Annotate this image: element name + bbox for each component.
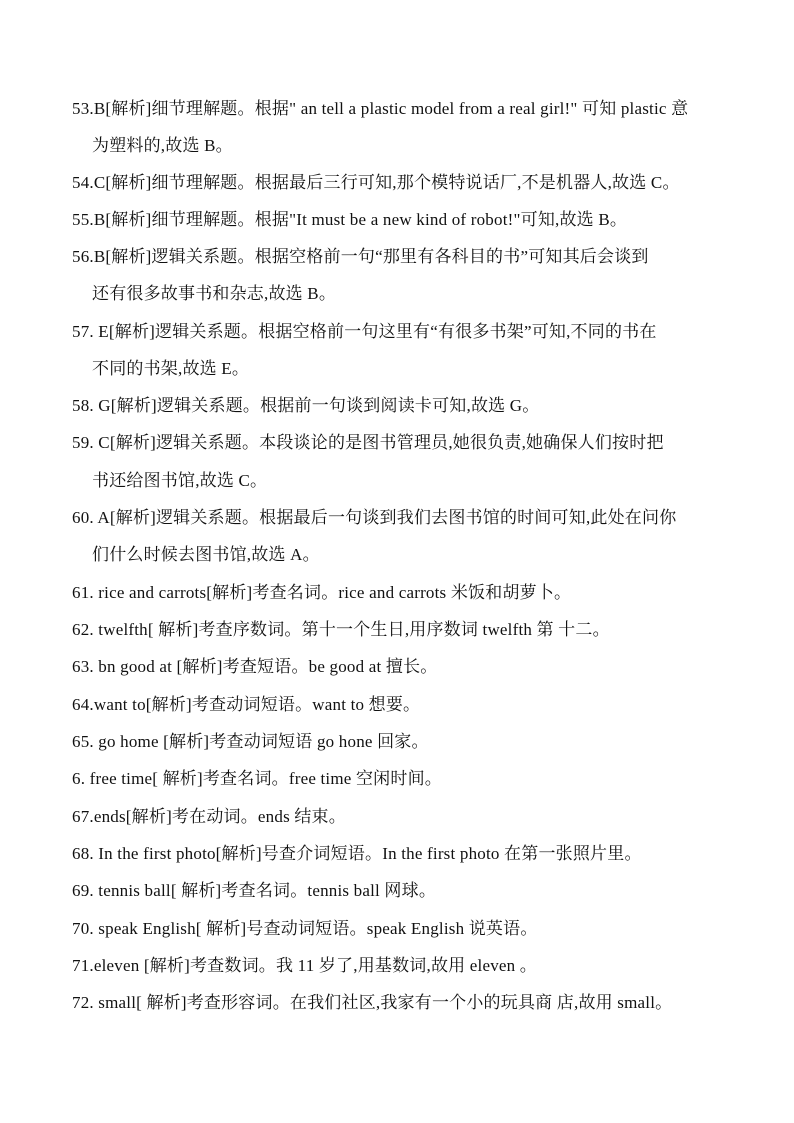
answer-58: 58. G[解析]逻辑关系题。根据前一句谈到阅读卡可知,故选 G。 [72,396,540,415]
answer-68: 68. In the first photo[解析]号查介词短语。In the first photo 在第一张照片里。 [72,844,642,863]
answer-53-line-2: 为塑料的,故选 B。 [92,136,233,155]
answer-69: 69. tennis ball[ 解析]考查名词。tennis ball 网球。 [72,881,437,900]
answer-71: 71.eleven [解析]考查数词。我 11 岁了,用基数词,故用 eleven 。 [72,956,538,975]
answer-56-line-1: 56.B[解析]逻辑关系题。根据空格前一句“那里有各科目的书”可知其后会谈到 [72,247,649,266]
answer-63: 63. bn good at [解析]考查短语。be good at 擅长。 [72,657,438,676]
answer-67: 67.ends[解析]考在动词。ends 结束。 [72,807,346,826]
answer-62: 62. twelfth[ 解析]考查序数词。第十一个生日,用序数词 twelfth 第 十二。 [72,620,610,639]
answer-72: 72. small[ 解析]考查形容词。在我们社区,我家有一个小的玩具商 店,故用 small。 [72,993,673,1012]
answer-59-line-1: 59. C[解析]逻辑关系题。本段谈论的是图书管理员,她很负责,她确保人们按时把 [72,433,664,452]
answer-66: 6. free time[ 解析]考查名词。free time 空闲时间。 [72,769,442,788]
answer-60-line-2: 们什么时候去图书馆,故选 A。 [92,545,320,564]
answer-54: 54.C[解析]细节理解题。根据最后三行可知,那个模特说话厂,不是机器人,故选 C。 [72,173,680,192]
answer-61: 61. rice and carrots[解析]考查名词。rice and carrots 米饭和胡萝卜。 [72,583,572,602]
answer-55: 55.B[解析]细节理解题。根据"It must be a new kind of robot!"可知,故选 B。 [72,210,628,229]
answer-70: 70. speak English[ 解析]号查动词短语。speak English 说英语。 [72,919,538,938]
answer-56-line-2: 还有很多故事书和杂志,故选 B。 [92,284,337,303]
answer-57-line-1: 57. E[解析]逻辑关系题。根据空格前一句这里有“有很多书架”可知,不同的书在 [72,322,657,341]
answer-57-line-2: 不同的书架,故选 E。 [92,359,250,378]
answer-53-line-1: 53.B[解析]细节理解题。根据" an tell a plastic model from a real girl!" 可知 plastic 意 [72,99,689,118]
answer-60-line-1: 60. A[解析]逻辑关系题。根据最后一句谈到我们去图书馆的时间可知,此处在问你 [72,508,677,527]
answer-59-line-2: 书还给图书馆,故选 C。 [92,471,268,490]
answer-65: 65. go home [解析]考查动词短语 go hone 回家。 [72,732,429,751]
answer-64: 64.want to[解析]考查动词短语。want to 想要。 [72,695,421,714]
